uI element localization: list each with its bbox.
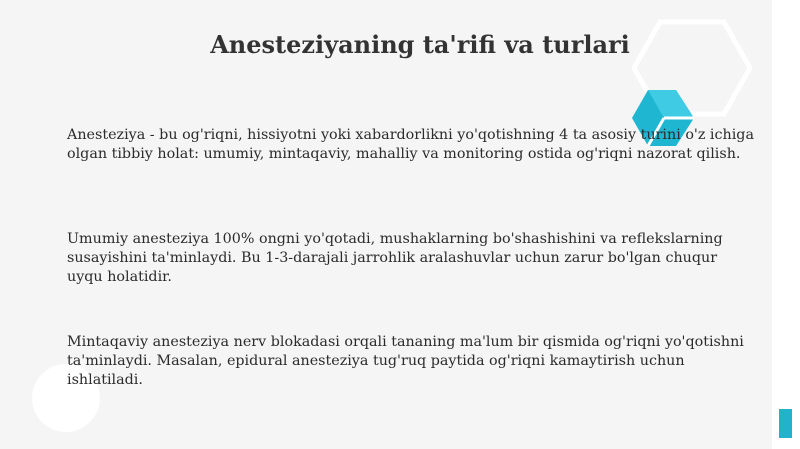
accent-bar [779,409,792,438]
paragraph-regional-anesthesia: Mintaqaviy anesteziya nerv blokadasi orqali tananing ma'lum bir qismida og'riqni yo'qotishni ta'minlaydi. Masalan, epidural anesteziya tug'ruq paytida og'riqni kamaytirish uchun ishlatiladi. [67,334,744,388]
slide-right-edge [772,0,800,449]
paragraph-definition: Anesteziya - bu og'riqni, hissiyotni yoki xabardorlikni yo'qotishning 4 ta asosiy turini o'z ichiga olgan tibbiy holat: umumiy, mintaqaviy, mahalliy va monitoring ostida og'riqni nazorat qilish. [67,127,754,162]
slide-title: Anesteziyaning ta'rifi va turlari [210,30,630,59]
paragraph-general-anesthesia: Umumiy anesteziya 100% ongni yo'qotadi, mushaklarning bo'shashishini va reflekslarning susayishini ta'minlaydi. Bu 1-3-darajali jarrohlik aralashuvlar uchun zarur bo'lgan chuqur uyqu holatidir. [67,231,723,285]
